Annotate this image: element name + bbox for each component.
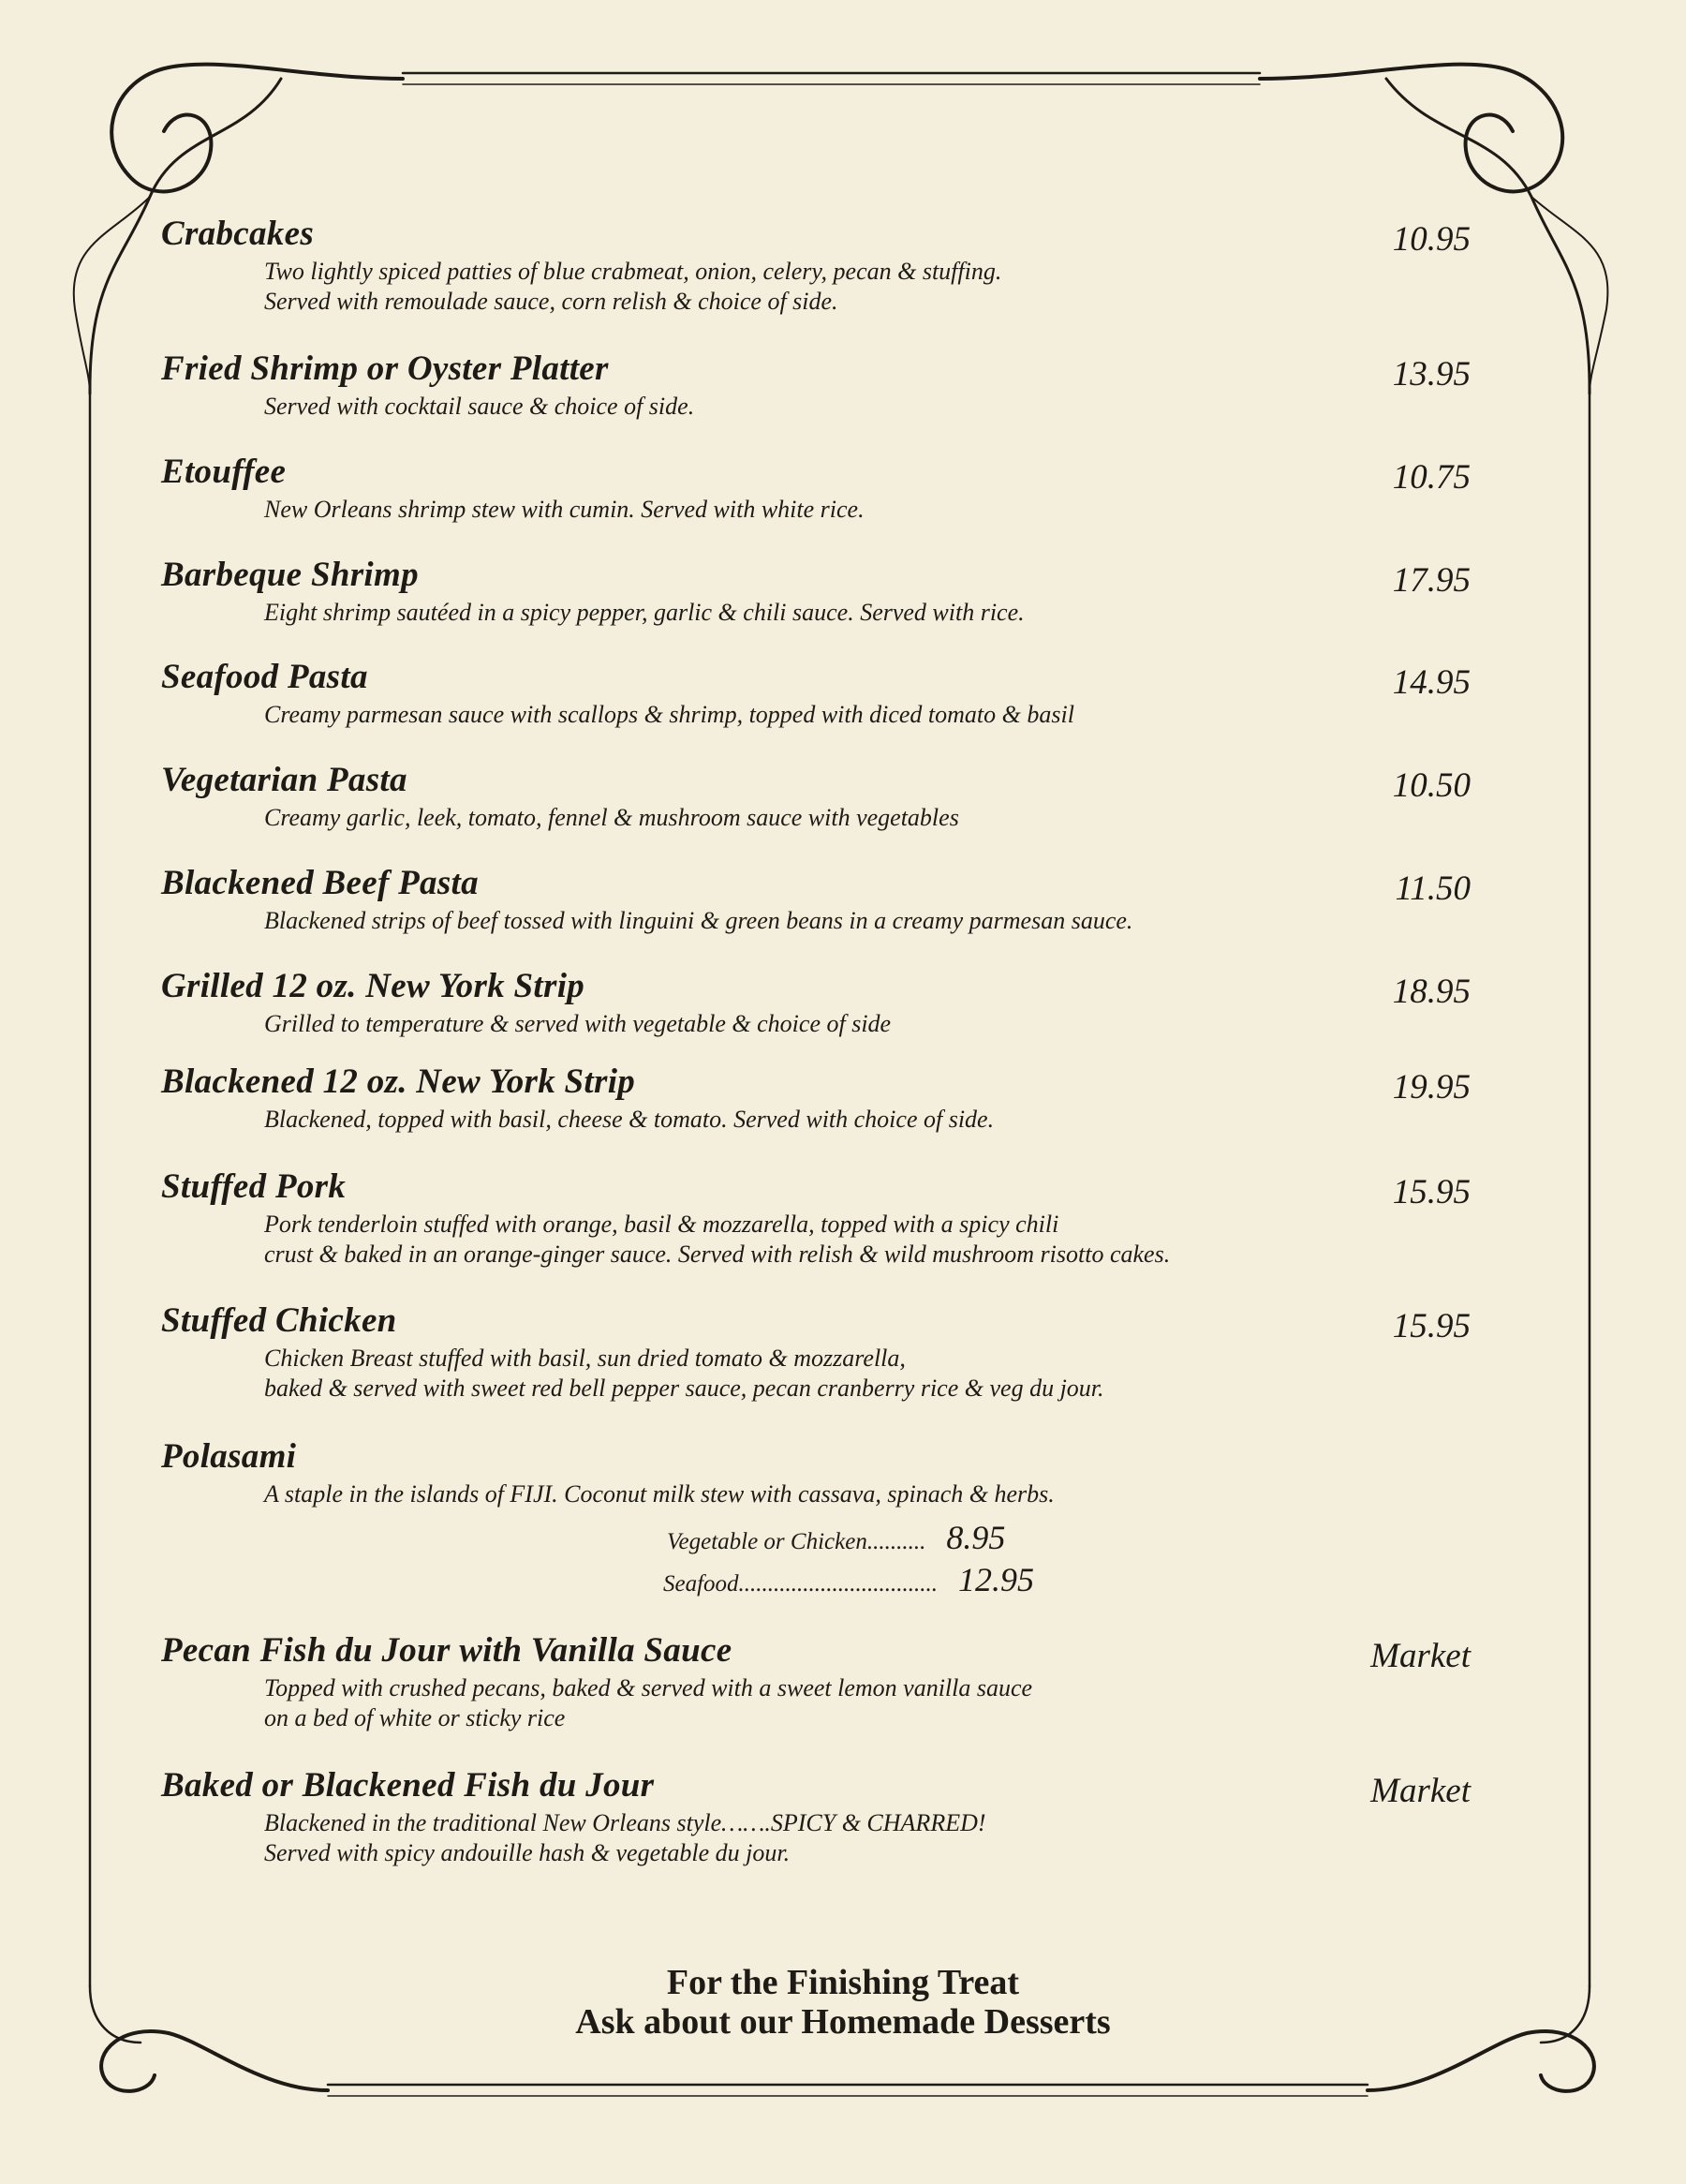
polasami-option	[663, 1560, 1034, 1599]
description-line: Grilled to temperature & served with vegetable & choice of side	[264, 1010, 892, 1037]
item-name: Pecan Fish du Jour with Vanilla Sauce	[161, 1631, 732, 1670]
item-name: Grilled 12 oz. New York Strip	[161, 967, 585, 1005]
footer-line: Ask about our Homemade Desserts	[575, 2002, 1111, 2042]
item-price: 19.95	[1392, 1068, 1471, 1107]
description-line: New Orleans shrimp stew with cumin. Served with white rice.	[264, 496, 865, 523]
item-description	[264, 906, 1132, 936]
item-name: Blackened 12 oz. New York Strip	[161, 1062, 636, 1101]
item-price: 11.50	[1395, 869, 1471, 908]
item-name: Crabcakes	[161, 215, 315, 253]
item-name: Stuffed Chicken	[161, 1301, 397, 1340]
description-line: Chicken Breast stuffed with basil, sun dried tomato & mozzarella,	[264, 1345, 906, 1372]
description-line: Two lightly spiced patties of blue crabmeat, onion, celery, pecan & stuffing.	[264, 258, 1002, 285]
item-name: Baked or Blackened Fish du Jour	[161, 1766, 655, 1805]
option-price: 12.95	[958, 1561, 1035, 1598]
description-line: Eight shrimp sautéed in a spicy pepper, garlic & chili sauce. Served with rice.	[264, 599, 1025, 626]
item-name: Vegetarian Pasta	[161, 761, 407, 799]
item-price: Market	[1370, 1637, 1471, 1675]
option-label: Vegetable or Chicken..........	[667, 1529, 926, 1554]
item-description	[264, 700, 1074, 730]
description-line: Served with remoulade sauce, corn relish & choice of side.	[264, 288, 838, 315]
item-description	[264, 1105, 994, 1135]
item-name: Barbeque Shrimp	[161, 556, 419, 594]
item-price: 15.95	[1392, 1307, 1471, 1345]
description-line: A staple in the islands of FIJI. Coconut milk stew with cassava, spinach & herbs.	[264, 1480, 1055, 1508]
item-description	[264, 257, 1001, 317]
item-price: 15.95	[1392, 1173, 1471, 1211]
item-description	[264, 1479, 1055, 1509]
description-line: Served with cocktail sauce & choice of side.	[264, 393, 695, 420]
description-line: Blackened, topped with basil, cheese & tomato. Served with choice of side.	[264, 1106, 995, 1133]
item-price: 10.75	[1392, 458, 1471, 497]
description-line: Blackened in the traditional New Orleans style…….SPICY & CHARRED!	[264, 1809, 986, 1836]
item-description	[264, 1808, 986, 1868]
description-line: on a bed of white or sticky rice	[264, 1704, 566, 1731]
item-price: 10.50	[1392, 766, 1471, 805]
dessert-note	[0, 1963, 1686, 2042]
item-price: 17.95	[1392, 561, 1471, 600]
item-description	[264, 803, 959, 833]
item-name: Stuffed Pork	[161, 1167, 347, 1206]
item-description	[264, 495, 865, 525]
item-description	[264, 1210, 1170, 1270]
polasami-option	[667, 1518, 1005, 1557]
description-line: Topped with crushed pecans, baked & served with a sweet lemon vanilla sauce	[264, 1674, 1033, 1701]
option-price: 8.95	[946, 1519, 1006, 1556]
item-description	[264, 598, 1025, 628]
item-description	[264, 1344, 1104, 1404]
item-name: Seafood Pasta	[161, 658, 368, 696]
option-label: Seafood..................................	[663, 1571, 939, 1597]
item-name: Blackened Beef Pasta	[161, 864, 479, 902]
item-name: Polasami	[161, 1437, 297, 1476]
description-line: Blackened strips of beef tossed with linguini & green beans in a creamy parmesan sauce.	[264, 907, 1133, 934]
item-description	[264, 392, 694, 422]
description-line: Pork tenderloin stuffed with orange, basil & mozzarella, topped with a spicy chili	[264, 1211, 1059, 1238]
item-price: 10.95	[1392, 220, 1471, 259]
description-line: Served with spicy andouille hash & vegetable du jour.	[264, 1839, 791, 1866]
item-name: Etouffee	[161, 453, 287, 491]
item-price: Market	[1370, 1772, 1471, 1810]
footer-line: For the Finishing Treat	[666, 1963, 1020, 2002]
item-description	[264, 1673, 1032, 1733]
item-name: Fried Shrimp or Oyster Platter	[161, 349, 609, 388]
item-description	[264, 1009, 891, 1039]
item-price: 18.95	[1392, 973, 1471, 1011]
description-line: Creamy garlic, leek, tomato, fennel & mushroom sauce with vegetables	[264, 804, 959, 831]
description-line: baked & served with sweet red bell pepper sauce, pecan cranberry rice & veg du jour.	[264, 1374, 1104, 1402]
item-price: 13.95	[1392, 355, 1471, 394]
description-line: crust & baked in an orange-ginger sauce. Served with relish & wild mushroom risotto cakes.	[264, 1241, 1171, 1268]
description-line: Creamy parmesan sauce with scallops & shrimp, topped with diced tomato & basil	[264, 701, 1074, 728]
item-price: 14.95	[1392, 663, 1471, 702]
